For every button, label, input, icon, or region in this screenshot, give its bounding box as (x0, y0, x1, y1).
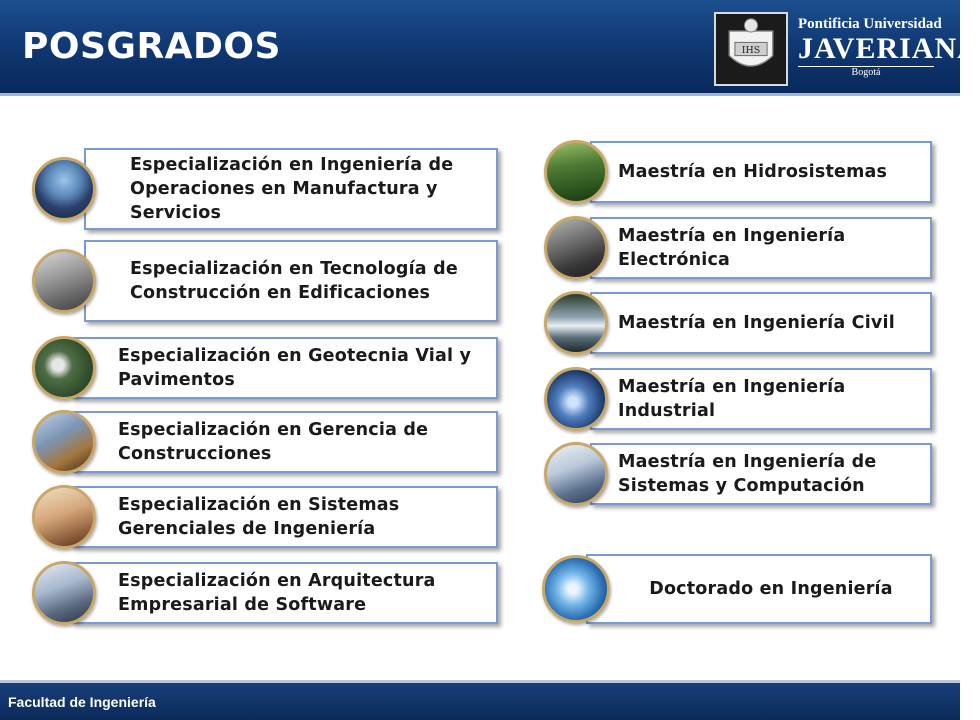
office-photo-icon (32, 485, 96, 549)
program-label: Especialización en Geotecnia Vial y Pavimentos (118, 346, 472, 390)
program-card-right-0[interactable] (544, 141, 932, 203)
program-label: Maestría en Ingeniería Civil (618, 313, 895, 333)
program-card-left-4[interactable] (32, 486, 498, 548)
cargo-ship-photo-icon (32, 157, 96, 221)
program-label: Especialización en Tecnología de Construcción en Edificaciones (130, 259, 458, 303)
program-label: Especialización en Arquitectura Empresarial de Software (118, 571, 436, 615)
program-card-left-1[interactable] (32, 240, 498, 322)
program-card-left-2[interactable] (32, 337, 498, 399)
program-card-left-5[interactable] (32, 562, 498, 624)
logo-line-3: Bogotá (798, 66, 934, 78)
program-card-left-3[interactable] (32, 411, 498, 473)
workers-photo-icon (32, 410, 96, 474)
logo-line-1: Pontificia Universidad (798, 16, 942, 32)
program-label: Especialización en Sistemas Gerenciales de Ingeniería (118, 495, 400, 539)
program-card-right-2[interactable] (544, 292, 932, 354)
bridge-forest-photo-icon (544, 140, 608, 204)
faculty-label: Facultad de Ingeniería (8, 694, 156, 710)
program-label: Especialización en Ingeniería de Operaciones en Manufactura y Servicios (130, 155, 454, 223)
program-label: Maestría en Ingeniería Electrónica (618, 226, 846, 270)
page-title: POSGRADOS (22, 26, 281, 67)
laptop-user-photo-icon (544, 442, 608, 506)
industrial-photo-icon (544, 367, 608, 431)
svg-text:IHS: IHS (741, 44, 761, 56)
program-label: Maestría en Hidrosistemas (618, 162, 888, 182)
program-card-right-1[interactable] (544, 217, 932, 279)
program-label: Especialización en Gerencia de Construcciones (118, 420, 429, 464)
electronics-photo-icon (544, 216, 608, 280)
laptop-user-photo-icon (32, 561, 96, 625)
program-label: Maestría en Ingeniería de Sistemas y Computación (618, 452, 877, 496)
program-label: Maestría en Ingeniería Industrial (618, 377, 846, 421)
university-logo (712, 12, 980, 86)
program-label: Doctorado en Ingeniería (649, 579, 893, 599)
program-card-left-0[interactable] (32, 148, 498, 230)
javeriana-crest-icon (714, 12, 788, 86)
program-card-doctorate[interactable] (542, 554, 932, 624)
abstract-light-photo-icon (542, 555, 610, 623)
program-card-right-4[interactable] (544, 443, 932, 505)
program-card-right-3[interactable] (544, 368, 932, 430)
header-bar (0, 0, 980, 96)
waterfall-photo-icon (544, 291, 608, 355)
road-photo-icon (32, 336, 96, 400)
building-photo-icon (32, 249, 96, 313)
footer-bar (0, 680, 960, 720)
logo-line-2: JAVERIANA (798, 32, 980, 65)
